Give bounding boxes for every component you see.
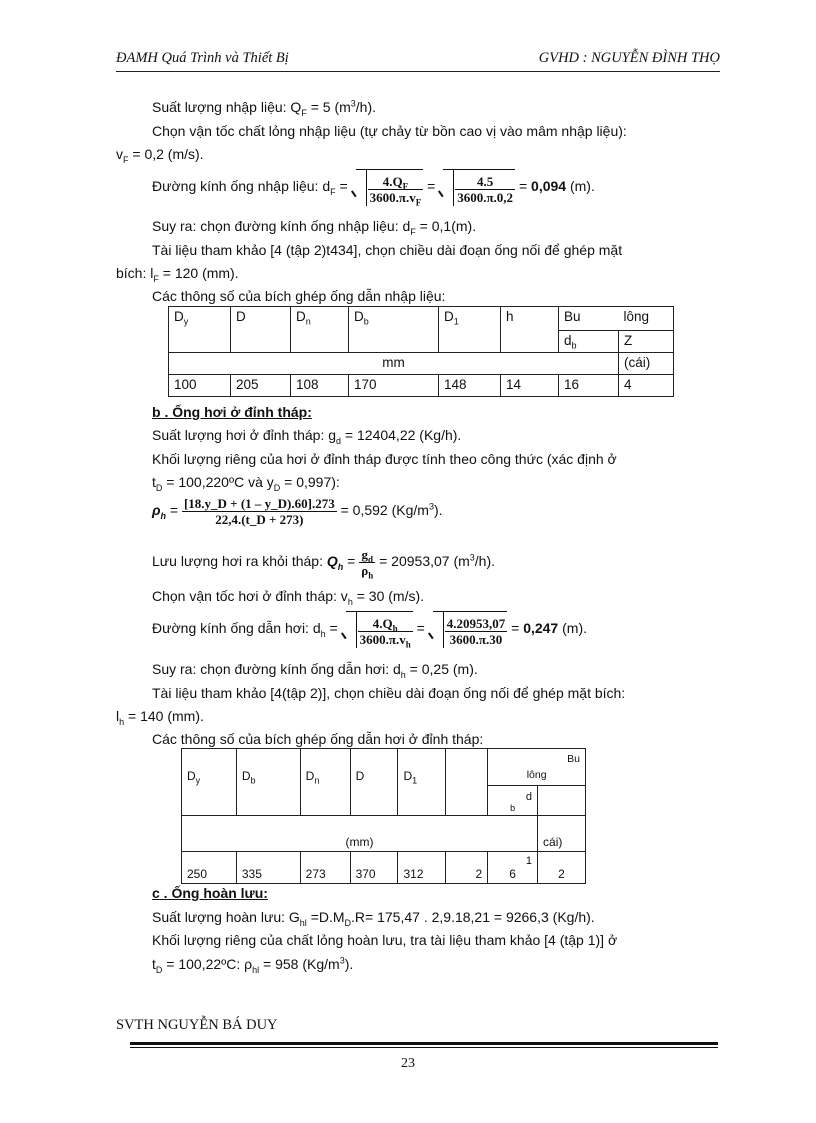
reference-line: Tài liệu tham khảo [4 (tập 2)t434], chọn chiều dài đoạn ống nối để ghép mặt xyxy=(152,242,623,258)
conditions-line: $t_D$ = 100,220ºC và $y_D = 0,997$): xyxy=(152,474,340,493)
col-blank xyxy=(446,749,488,816)
col-d: D xyxy=(350,749,398,816)
col-bu: Bu xyxy=(559,307,619,331)
table1-caption: Các thông số của bích ghép ống dẫn nhập liệu: xyxy=(152,288,446,304)
footer-rule-thin xyxy=(130,1047,718,1048)
section-b-title: b . Ống hơi ở đỉnh tháp: xyxy=(152,404,312,420)
col-z: Z xyxy=(619,331,674,353)
table-row: 100 205 108 170 148 14 16 4 xyxy=(169,375,674,397)
footer-author: SVTH NGUYỄN BÁ DUY xyxy=(116,1017,278,1033)
col-db-sub: $d_b$ xyxy=(559,331,619,353)
page-number: 23 xyxy=(401,1056,415,1071)
col-dn: $D_n$ xyxy=(300,749,350,816)
flange-length-line: bích: $l_F = 120$ (mm). xyxy=(116,265,239,284)
col-d1: $D_1$ xyxy=(398,749,446,816)
vapor-flange-table xyxy=(181,748,586,884)
header-left: ĐAMH Quá Trình và Thiết Bị xyxy=(116,50,289,66)
feed-diameter-formula: Đường kính ống nhập liệu: $d_F$ = $\frac{4.Q_F}{3600.\pi.v_F}$ = $\frac{4.5}{3600.\pi.0,2}$ = 0,094 (m). xyxy=(152,168,595,206)
velocity-value-line: $v_F = 0,2$ (m/s). xyxy=(116,146,204,165)
unit2-cell: (cái) xyxy=(619,353,674,375)
reference-line-2: Tài liệu tham khảo [4(tập 2)], chọn chiều dài đoạn ống nối để ghép mặt bích: xyxy=(152,685,626,701)
col-db: $D_b$ xyxy=(349,307,439,353)
table2-caption: Các thông số của bích ghép ống dẫn hơi ở đỉnh tháp: xyxy=(152,731,484,747)
table-row: 250 335 273 370 312 2 1 6 2 xyxy=(182,852,586,884)
reflux-density-line: $t_D$ = 100,22ºC: $\rho_{hl} = 958$ $(Kg/m^3)$. xyxy=(152,955,354,975)
unit2-cell: cái) xyxy=(538,816,586,852)
col-dy: $D_y$ xyxy=(169,307,231,353)
unit-cell: (mm) xyxy=(182,816,538,852)
feed-rate-line: Suất lượng nhập liệu: $Q_F = 5$ $(m^3/h)$. xyxy=(152,98,377,118)
flow-formula: Lưu lượng hơi ra khỏi tháp: $Q_h$ = $\frac{g_d}{\rho_h}$ = 20953,07 $(m^3/h)$. xyxy=(152,546,496,581)
header-right: GVHD : NGUYỄN ĐÌNH THỌ xyxy=(538,50,720,66)
reflux-rate-line: Suất lượng hoàn lưu: $G_{hl} =D.M_D.R= 175,47$ . 2,9.18,21 = 9266,3 (Kg/h). xyxy=(152,909,595,928)
feed-flange-table xyxy=(168,306,674,397)
velocity-choice-line: Chọn vận tốc chất lỏng nhập liệu (tự chảy từ bồn cao vị vào mâm nhập liệu): xyxy=(152,123,627,139)
footer-rule-thick xyxy=(130,1042,718,1045)
feed-diameter-choice: Suy ra: chọn đường kính ống nhập liệu: $d_F = 0,1(m)$. xyxy=(152,218,477,237)
col-long: lông xyxy=(619,307,674,331)
col-bu-long: Bu lông xyxy=(488,749,586,786)
vapor-length-line: $l_h = 140$ (mm). xyxy=(116,708,204,727)
col-z xyxy=(538,786,586,816)
page-header xyxy=(116,50,720,72)
density-formula: $\rho_h$ = $\frac{[18.y\_D + (1 - y\_D).60].273}{22,4.(t\_D + 273)}$ = 0,592 $(Kg/m^3)$. xyxy=(152,495,443,527)
col-d: D xyxy=(231,307,291,353)
col-db: $D_b$ xyxy=(236,749,300,816)
unit-cell: mm xyxy=(169,353,619,375)
col-b: d b xyxy=(488,786,538,816)
vapor-diameter-formula: Đường kính ống dẫn hơi: $d_h$ = $\frac{4.Q_h}{3600.\pi.v_h}$ = $\frac{4.20953,07}{3600.\pi.30}$ = 0,247 (m). xyxy=(152,610,587,648)
vapor-diameter-choice: Suy ra: chọn đường kính ống dẫn hơi: $d_h = 0,25$ (m). xyxy=(152,661,478,680)
col-dy: $D_y$ xyxy=(182,749,237,816)
vapor-velocity-line: Chọn vận tốc hơi ở đỉnh tháp: $v_h = 30$ (m/s). xyxy=(152,588,425,607)
vapor-rate-line: Suất lượng hơi ở đỉnh tháp: $g_d = 12404,22$ (Kg/h). xyxy=(152,427,462,446)
section-c-title: c . Ống hoàn lưu: xyxy=(152,885,268,901)
col-d1: $D_1$ xyxy=(439,307,501,353)
reflux-density-intro: Khối lượng riêng của chất lỏng hoàn lưu, tra tài liệu tham khảo [4 (tập 1)] ở xyxy=(152,932,618,948)
col-h: h xyxy=(501,307,559,353)
density-intro-line: Khối lượng riêng của hơi ở đỉnh tháp được tính theo công thức (xác định ở xyxy=(152,451,617,467)
col-dn: $D_n$ xyxy=(291,307,349,353)
